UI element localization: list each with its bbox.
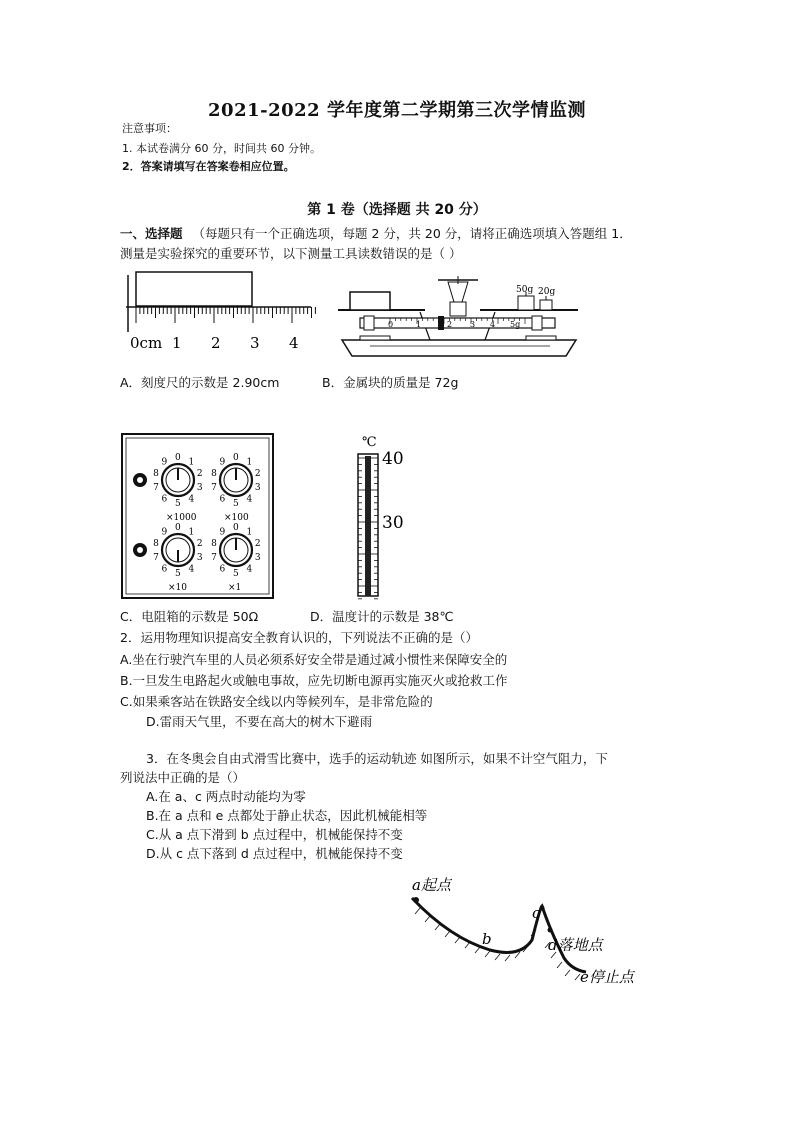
svg-text:4: 4 xyxy=(246,494,253,505)
q3-option-c: C.从 a 点下滑到 b 点过程中，机械能保持不变 xyxy=(146,827,403,842)
svg-text:2: 2 xyxy=(254,468,261,479)
label-b: b xyxy=(482,930,492,948)
ruler-label-4: 4 xyxy=(289,334,299,352)
ruler-figure xyxy=(126,270,316,360)
label-c: c xyxy=(532,904,541,922)
svg-text:3: 3 xyxy=(254,483,261,494)
thermometer-figure xyxy=(340,434,420,600)
weight-label-20g: 20g xyxy=(538,287,556,297)
thermo-unit: ℃ xyxy=(362,435,377,450)
q2-option-d: D.雷雨天气里，不要在高大的树木下避雨 xyxy=(146,714,373,729)
point-d-marker xyxy=(548,928,553,933)
q3-stem-line1: 3．在冬奥会自由式滑雪比赛中，选手的运动轨迹 如图所示，如果不计空气阻力，下 xyxy=(146,751,608,766)
q1-option-c: C．电阻箱的示数是 50Ω xyxy=(120,609,259,624)
resistance-box-figure xyxy=(120,432,275,600)
thermo-label-40: 40 xyxy=(382,449,404,469)
label-a-start: a起点 xyxy=(412,876,451,894)
metal-block xyxy=(350,292,390,310)
thermo-label-30: 30 xyxy=(382,513,404,533)
q3-option-b: B.在 a 点和 e 点都处于静止状态，因此机械能相等 xyxy=(146,808,428,823)
svg-text:2: 2 xyxy=(196,538,203,549)
svg-text:5: 5 xyxy=(233,569,239,579)
notice-heading: 注意事项： xyxy=(122,122,177,135)
svg-text:9: 9 xyxy=(161,527,168,538)
svg-text:0: 0 xyxy=(233,523,239,533)
svg-text:6: 6 xyxy=(219,494,226,505)
weight-label-50g: 50g xyxy=(516,285,534,295)
q3-stem-line2: 列说法中正确的是（） xyxy=(120,770,246,785)
svg-text:8: 8 xyxy=(211,468,217,479)
svg-text:1: 1 xyxy=(246,457,253,468)
ruler-label-2: 2 xyxy=(211,334,221,352)
dial-multiplier-100: ×100 xyxy=(224,513,249,523)
svg-text:1: 1 xyxy=(188,527,195,538)
notice-item-2: 2．答案请填写在答案卷相应位置。 xyxy=(122,160,295,173)
dial-multiplier-1: ×1 xyxy=(228,583,242,593)
ruler-label-0: 0cm xyxy=(130,334,163,352)
q3-option-d: D.从 c 点下落到 d 点过程中，机械能保持不变 xyxy=(146,846,403,861)
mercury-column xyxy=(365,456,371,596)
weight-50g xyxy=(518,296,534,310)
beam-label-2: 2 xyxy=(447,320,453,329)
q1-option-a: A．刻度尺的示数是 2.90cm xyxy=(120,375,280,390)
dial-multiplier-1000: ×1000 xyxy=(166,513,197,523)
section-heading-rest: （每题只有一个正确选项，每题 2 分，共 20 分，请将正确选项填入答题组 1． xyxy=(192,226,632,241)
svg-text:4: 4 xyxy=(188,494,195,505)
section-heading xyxy=(120,224,632,244)
ski-track-curve xyxy=(412,898,586,972)
ruler-ticks xyxy=(136,307,315,323)
svg-text:9: 9 xyxy=(161,457,168,468)
measured-block xyxy=(136,272,252,306)
label-e-stop: e停止点 xyxy=(580,968,634,986)
rider xyxy=(438,316,444,330)
svg-text:0: 0 xyxy=(233,453,239,463)
svg-text:6: 6 xyxy=(161,494,168,505)
svg-text:8: 8 xyxy=(211,538,217,549)
section-heading-bold: 一、选择题 xyxy=(120,226,183,241)
svg-text:9: 9 xyxy=(219,527,226,538)
label-d-landing: d落地点 xyxy=(548,936,603,954)
svg-text:0: 0 xyxy=(175,523,181,533)
svg-text:4: 4 xyxy=(188,564,195,575)
svg-text:2: 2 xyxy=(254,538,261,549)
beam-label-0: 0 xyxy=(388,320,394,329)
beam-label-4: 4 xyxy=(490,320,496,329)
q2-stem: 2．运用物理知识提高安全教育认识的，下列说法不正确的是（） xyxy=(120,630,478,645)
svg-text:7: 7 xyxy=(211,553,217,564)
svg-text:8: 8 xyxy=(153,538,159,549)
beam-label-3: 3 xyxy=(470,320,476,329)
svg-text:1: 1 xyxy=(246,527,253,538)
svg-text:0: 0 xyxy=(175,453,181,463)
svg-text:2: 2 xyxy=(196,468,203,479)
q1-option-d: D．温度计的示数是 38℃ xyxy=(310,609,454,624)
svg-text:5: 5 xyxy=(175,569,181,579)
svg-text:4: 4 xyxy=(246,564,253,575)
svg-text:9: 9 xyxy=(219,457,226,468)
svg-text:5: 5 xyxy=(233,499,239,509)
q3-option-a: A.在 a、c 两点时动能均为零 xyxy=(146,789,306,804)
point-a-marker xyxy=(413,897,419,903)
svg-text:7: 7 xyxy=(211,483,217,494)
ruler-label-3: 3 xyxy=(250,334,260,352)
q1-stem: 测量是实验探究的重要环节，以下测量工具读数错误的是（ ） xyxy=(120,246,462,261)
svg-text:8: 8 xyxy=(153,468,159,479)
q2-option-b: B.一旦发生电路起火或触电事故，应先切断电源再实施灭火或抢救工作 xyxy=(120,673,508,688)
ruler-label-1: 1 xyxy=(172,334,182,352)
balance-figure xyxy=(330,272,585,362)
svg-text:6: 6 xyxy=(219,564,226,575)
svg-text:6: 6 xyxy=(161,564,168,575)
beam-label-1: 1 xyxy=(416,320,422,329)
svg-text:1: 1 xyxy=(188,457,195,468)
beam-label-5: 5g xyxy=(510,320,521,329)
notice-item-1: 1. 本试卷满分 60 分，时间共 60 分钟。 xyxy=(122,142,321,155)
exam-title: 2021-2022 学年度第二学期第三次学情监测 xyxy=(208,100,586,121)
dial-multiplier-10: ×10 xyxy=(168,583,187,593)
svg-text:3: 3 xyxy=(196,483,203,494)
ski-track-figure xyxy=(390,868,660,998)
section-title: 第 1 卷（选择题 共 20 分） xyxy=(307,202,487,218)
svg-text:7: 7 xyxy=(153,553,159,564)
q1-option-b: B．金属块的质量是 72g xyxy=(322,375,459,390)
svg-text:7: 7 xyxy=(153,483,159,494)
svg-text:3: 3 xyxy=(254,553,261,564)
q2-option-a: A.坐在行驶汽车里的人员必须系好安全带是通过减小惯性来保障安全的 xyxy=(120,652,508,667)
svg-text:5: 5 xyxy=(175,499,181,509)
weight-20g xyxy=(540,300,552,310)
svg-text:3: 3 xyxy=(196,553,203,564)
q2-option-c: C.如果乘客站在铁路安全线以内等候列车，是非常危险的 xyxy=(120,694,433,709)
